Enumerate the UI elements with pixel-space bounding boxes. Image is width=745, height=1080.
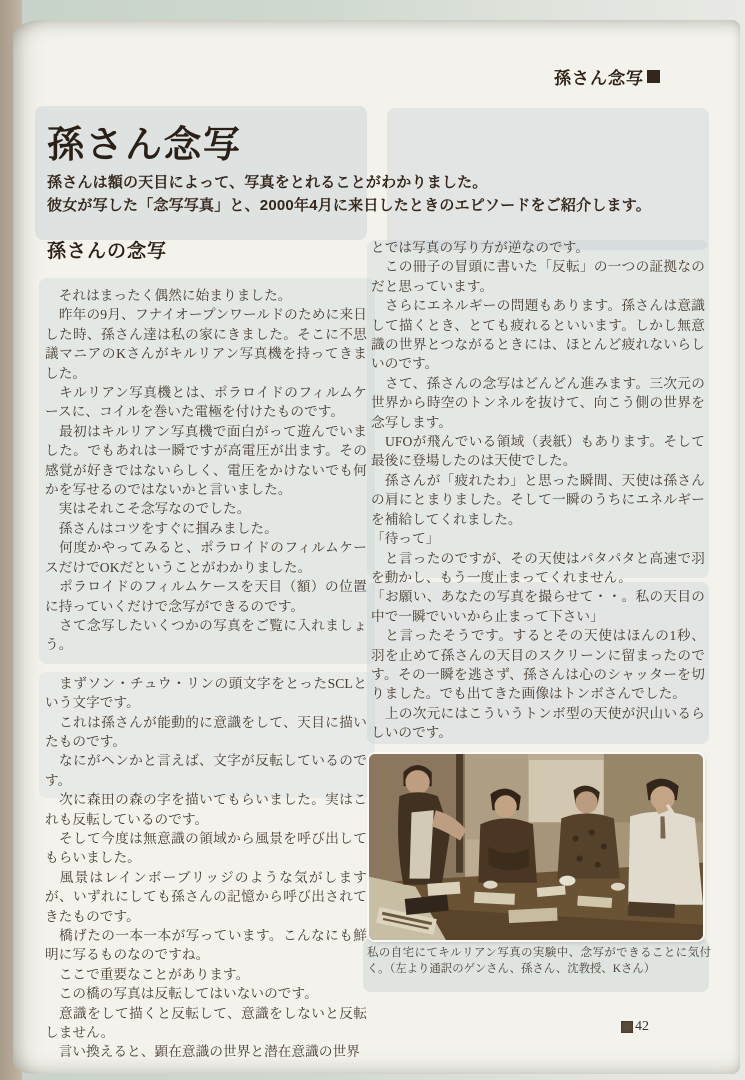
page-number-marker-icon <box>621 1021 633 1033</box>
body-paragraph: これは孫さんが能動的に意識をして、天目に描いたものです。 <box>45 714 367 749</box>
body-paragraph: この橋の写真は反転してはいないのです。 <box>45 986 318 1002</box>
lead-line: 孫さんは額の天目によって、写真をとれることがわかりました。 <box>47 174 488 191</box>
body-paragraph: ここで重要なことがあります。 <box>45 966 250 982</box>
body-paragraph: 何度かやってみると、ポラロイドのフィルムケースだけでOKだということがわかりました。 <box>45 540 367 575</box>
body-paragraph: 最初はキルリアン写真機で面白がって遊んでいました。でもあれは一瞬ですが高電圧が出ます。その感覚が好きではないらしく、電圧をかけないでも何かを写せるのではないかと言いました。 <box>45 423 367 498</box>
body-paragraph: 風景はレインボーブリッジのような気がしますが、いずれにしても孫さんの記憶から呼び出されてきたものです。 <box>45 869 367 924</box>
body-paragraph: と言ったそうです。するとその天使はほんの1秒、羽を止めて孫さんの天目のスクリーンに留まったのです。その一瞬を逃さず、孫さんは心のシャッターを切りました。でも出てきた画像はトンボさんでした。 <box>371 628 705 702</box>
kirlian-experiment-photo <box>369 754 703 940</box>
body-paragraph: 昨年の9月、フナイオープンワールドのために来日した時、孫さん達は私の家にきました。そこに不思議マニアのKさんがキルリアン写真機を持ってきました。 <box>45 307 367 381</box>
lead-line: 彼女が写した「念写写真」と、2000年4月に来日したときのエピソードをご紹介します。 <box>47 196 651 214</box>
body-paragraph: とでは写真の写り方が逆なのです。 <box>371 240 590 255</box>
body-paragraph: 橋げたの一本一本が写っています。こんなにも鮮明に写るものなのですね。 <box>45 928 367 963</box>
section-heading: 孫さんの念写 <box>47 241 168 262</box>
body-paragraph: キルリアン写真機とは、ポラロイドのフィルムケースに、コイルを巻いた電極を付けたものです。 <box>45 385 367 420</box>
body-paragraph: 「お願い、あなたの写真を撮らせて・・。私の天目の中で一瞬でいいから止まって下さい」 <box>371 589 705 624</box>
body-paragraph: 「待って」 <box>371 531 440 547</box>
page-number <box>621 1019 649 1035</box>
body-paragraph: 孫さんが「疲れたわ」と思った瞬間、天使は孫さんの肩にとまりました。そして一瞬のうちにエネルギーを補給してくれました。 <box>371 472 705 527</box>
left-column-block-2 <box>45 674 367 1062</box>
body-paragraph: 上の次元にはこういうトンボ型の天使が沢山いるらしいのです。 <box>371 705 705 741</box>
body-paragraph: 孫さんはコツをすぐに掴みました。 <box>45 520 278 536</box>
body-paragraph: なにがヘンかと言えば、文字が反転しているのです。 <box>45 753 367 788</box>
body-paragraph: UFOが飛んでいる領域（表紙）もあります。そして最後に登場したのは天使でした。 <box>371 434 705 469</box>
body-paragraph: そして今度は無意識の領域から風景を呼び出してもらいました。 <box>45 830 367 866</box>
body-paragraph: さて、孫さんの念写はどんどん進みます。三次元の世界から時空のトンネルを抜けて、向こう側の世界を念写します。 <box>371 375 705 430</box>
body-paragraph: それはまったく偶然に始まりました。 <box>45 288 292 303</box>
body-paragraph: さて念写したいくつかの写真をご覧に入れましょう。 <box>45 617 367 653</box>
body-paragraph: 実はそれこそ念写なのでした。 <box>45 501 251 517</box>
header-square-icon <box>647 70 660 83</box>
paragraph-gap <box>45 655 367 674</box>
running-header <box>554 64 660 89</box>
running-header-label: 孫さん念写 <box>554 69 644 88</box>
body-paragraph: さらにエネルギーの問題もあります。孫さんは意識して描くとき、とても疲れるといいます。しかし無意識の世界とつながるときには、ほとんど疲れないらしいのです。 <box>371 298 705 372</box>
body-paragraph: 意識をして描くと反転して、意識をしないと反転しません。 <box>45 1005 367 1041</box>
body-paragraph: と言ったのですが、その天使はパタパタと高速で羽を動かし、もう一度止まってくれません。 <box>371 550 705 585</box>
body-paragraph: まずソン・チュウ・リンの頭文字をとったSCLという文字です。 <box>45 675 367 711</box>
lead-paragraph <box>47 172 651 217</box>
book-page <box>13 20 740 1074</box>
photo-illustration <box>369 754 703 940</box>
page-title: 孫さん念写 <box>47 124 242 165</box>
body-paragraph: ポラロイドのフィルムケースを天目（額）の位置に持っていくだけで念写ができるのです。 <box>45 579 367 614</box>
left-column-block-1 <box>45 286 367 655</box>
body-paragraph: 言い換えると、顕在意識の世界と潜在意識の世界 <box>45 1044 360 1060</box>
body-paragraph: 次に森田の森の字を描いてもらいました。実はこれも反転しているのです。 <box>45 792 367 827</box>
photo-caption: 私の自宅にてキルリアン写真の実験中、念写ができることに気付く。（左より通訳のゲンさん、孫さん、沈教授、Kさん） <box>367 947 711 975</box>
page-number-text: 42 <box>635 1019 649 1034</box>
body-paragraph: この冊子の冒頭に書いた「反転」の一つの証拠なのだと思っています。 <box>371 259 705 294</box>
left-column <box>45 286 367 1062</box>
right-column <box>371 238 705 743</box>
